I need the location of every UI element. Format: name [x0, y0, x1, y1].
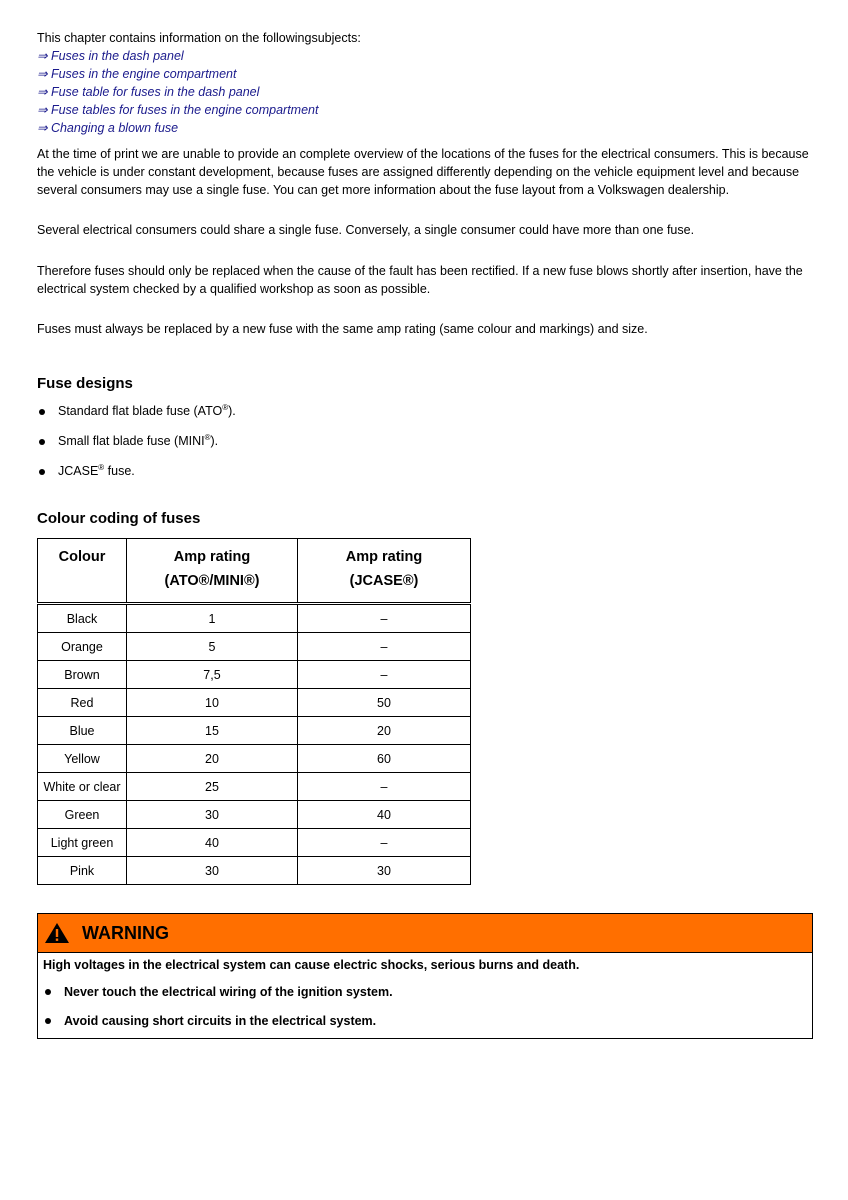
- cell-amp-jcase: 30: [298, 857, 471, 885]
- cell-amp-jcase: 40: [298, 801, 471, 829]
- paragraph-same-rating: Fuses must always be replaced by a new fuse with the same amp rating (same colour and markings) and size.: [37, 322, 648, 336]
- cell-amp-jcase: 20: [298, 717, 471, 745]
- cell-amp-jcase: 50: [298, 689, 471, 717]
- cell-amp-jcase: –: [298, 773, 471, 801]
- paragraph-overview: At the time of print we are unable to provide an complete overview of the locations of the fuses for the electrical consumers. This is because the vehicle is under constant development, because fuses are assigned differently depending on the vehicle equipment level and because several consumers may use a single fuse. You can get more information about the fuse layout from a Volkswagen dealership.: [37, 147, 809, 197]
- colour-coding-heading: Colour coding of fuses: [37, 510, 201, 527]
- cell-amp-ato-mini: 1: [127, 604, 298, 633]
- cell-amp-ato-mini: 30: [127, 857, 298, 885]
- warning-item: [43, 985, 812, 999]
- cell-colour: Green: [38, 801, 127, 829]
- table-row: [38, 857, 471, 885]
- paragraph-replace-condition: Therefore fuses should only be replaced when the cause of the fault has been rectified. If a new fuse blows shortly after insertion, have the electrical system checked by a qualified workshop as soon as possible.: [37, 264, 803, 296]
- header-colour: Colour: [38, 539, 127, 604]
- fuse-colour-table: [37, 538, 471, 885]
- cell-colour: Blue: [38, 717, 127, 745]
- design-item-text: Standard flat blade fuse (ATO®).: [58, 402, 236, 418]
- bullet-dot: [39, 409, 45, 415]
- table-row: [38, 604, 471, 633]
- warning-title: WARNING: [82, 922, 169, 943]
- warning-item-text: Never touch the electrical wiring of the ignition system.: [64, 985, 393, 999]
- cell-colour: Orange: [38, 633, 127, 661]
- cell-amp-ato-mini: 20: [127, 745, 298, 773]
- design-item-mini: [37, 434, 218, 448]
- bullet-dot: [45, 989, 51, 995]
- table-row: [38, 801, 471, 829]
- bullet-dot: [39, 469, 45, 475]
- cell-colour: Pink: [38, 857, 127, 885]
- intro-lead: This chapter contains information on the followingsubjects:: [37, 31, 361, 45]
- link-fuses-engine-compartment[interactable]: ⇒ Fuses in the engine compartment: [37, 67, 237, 81]
- cell-amp-ato-mini: 10: [127, 689, 298, 717]
- cell-amp-jcase: –: [298, 661, 471, 689]
- cell-colour: Black: [38, 604, 127, 633]
- table-row: [38, 745, 471, 773]
- warning-item: [43, 1014, 812, 1028]
- design-item-text: Small flat blade fuse (MINI®).: [58, 432, 219, 448]
- header-amp-ato-mini: Amp rating (ATO®/MINI®): [127, 539, 298, 604]
- intro-block: [37, 29, 361, 137]
- fuse-designs-heading: Fuse designs: [37, 375, 133, 392]
- cell-amp-ato-mini: 15: [127, 717, 298, 745]
- header-amp-jcase: Amp rating (JCASE®): [298, 539, 471, 604]
- table-row: [38, 717, 471, 745]
- warning-header: [38, 914, 812, 953]
- bullet-dot: [45, 1018, 51, 1024]
- warning-box: [37, 913, 813, 1039]
- warning-body: [38, 953, 812, 1028]
- cell-colour: Light green: [38, 829, 127, 857]
- table-row: [38, 661, 471, 689]
- link-fuses-dash-panel[interactable]: ⇒ Fuses in the dash panel: [37, 49, 184, 63]
- cell-amp-ato-mini: 5: [127, 633, 298, 661]
- table-header-row: [38, 539, 471, 604]
- cell-colour: Brown: [38, 661, 127, 689]
- cell-amp-jcase: –: [298, 829, 471, 857]
- table-row: [38, 773, 471, 801]
- cell-amp-jcase: –: [298, 633, 471, 661]
- cell-colour: Yellow: [38, 745, 127, 773]
- table-row: [38, 633, 471, 661]
- table-row: [38, 689, 471, 717]
- warning-lead: High voltages in the electrical system can cause electric shocks, serious burns and death.: [43, 958, 580, 972]
- warning-triangle-icon: [44, 922, 70, 944]
- link-changing-blown-fuse[interactable]: ⇒ Changing a blown fuse: [37, 121, 179, 135]
- cell-amp-ato-mini: 40: [127, 829, 298, 857]
- cell-amp-ato-mini: 25: [127, 773, 298, 801]
- warning-item-text: Avoid causing short circuits in the electrical system.: [64, 1014, 377, 1028]
- cell-colour: White or clear: [38, 773, 127, 801]
- table-row: [38, 829, 471, 857]
- design-item-ato: [37, 404, 236, 418]
- cell-colour: Red: [38, 689, 127, 717]
- cell-amp-jcase: 60: [298, 745, 471, 773]
- cell-amp-jcase: –: [298, 604, 471, 633]
- bullet-dot: [39, 439, 45, 445]
- cell-amp-ato-mini: 7,5: [127, 661, 298, 689]
- link-fuse-table-dash-panel[interactable]: ⇒ Fuse table for fuses in the dash panel: [37, 85, 260, 99]
- design-item-text: JCASE® fuse.: [58, 462, 135, 478]
- link-fuse-tables-engine-compartment[interactable]: ⇒ Fuse tables for fuses in the engine compartment: [37, 103, 319, 117]
- paragraph-shared-fuse: Several electrical consumers could share a single fuse. Conversely, a single consumer could have more than one fuse.: [37, 223, 695, 237]
- cell-amp-ato-mini: 30: [127, 801, 298, 829]
- design-item-jcase: [37, 464, 135, 478]
